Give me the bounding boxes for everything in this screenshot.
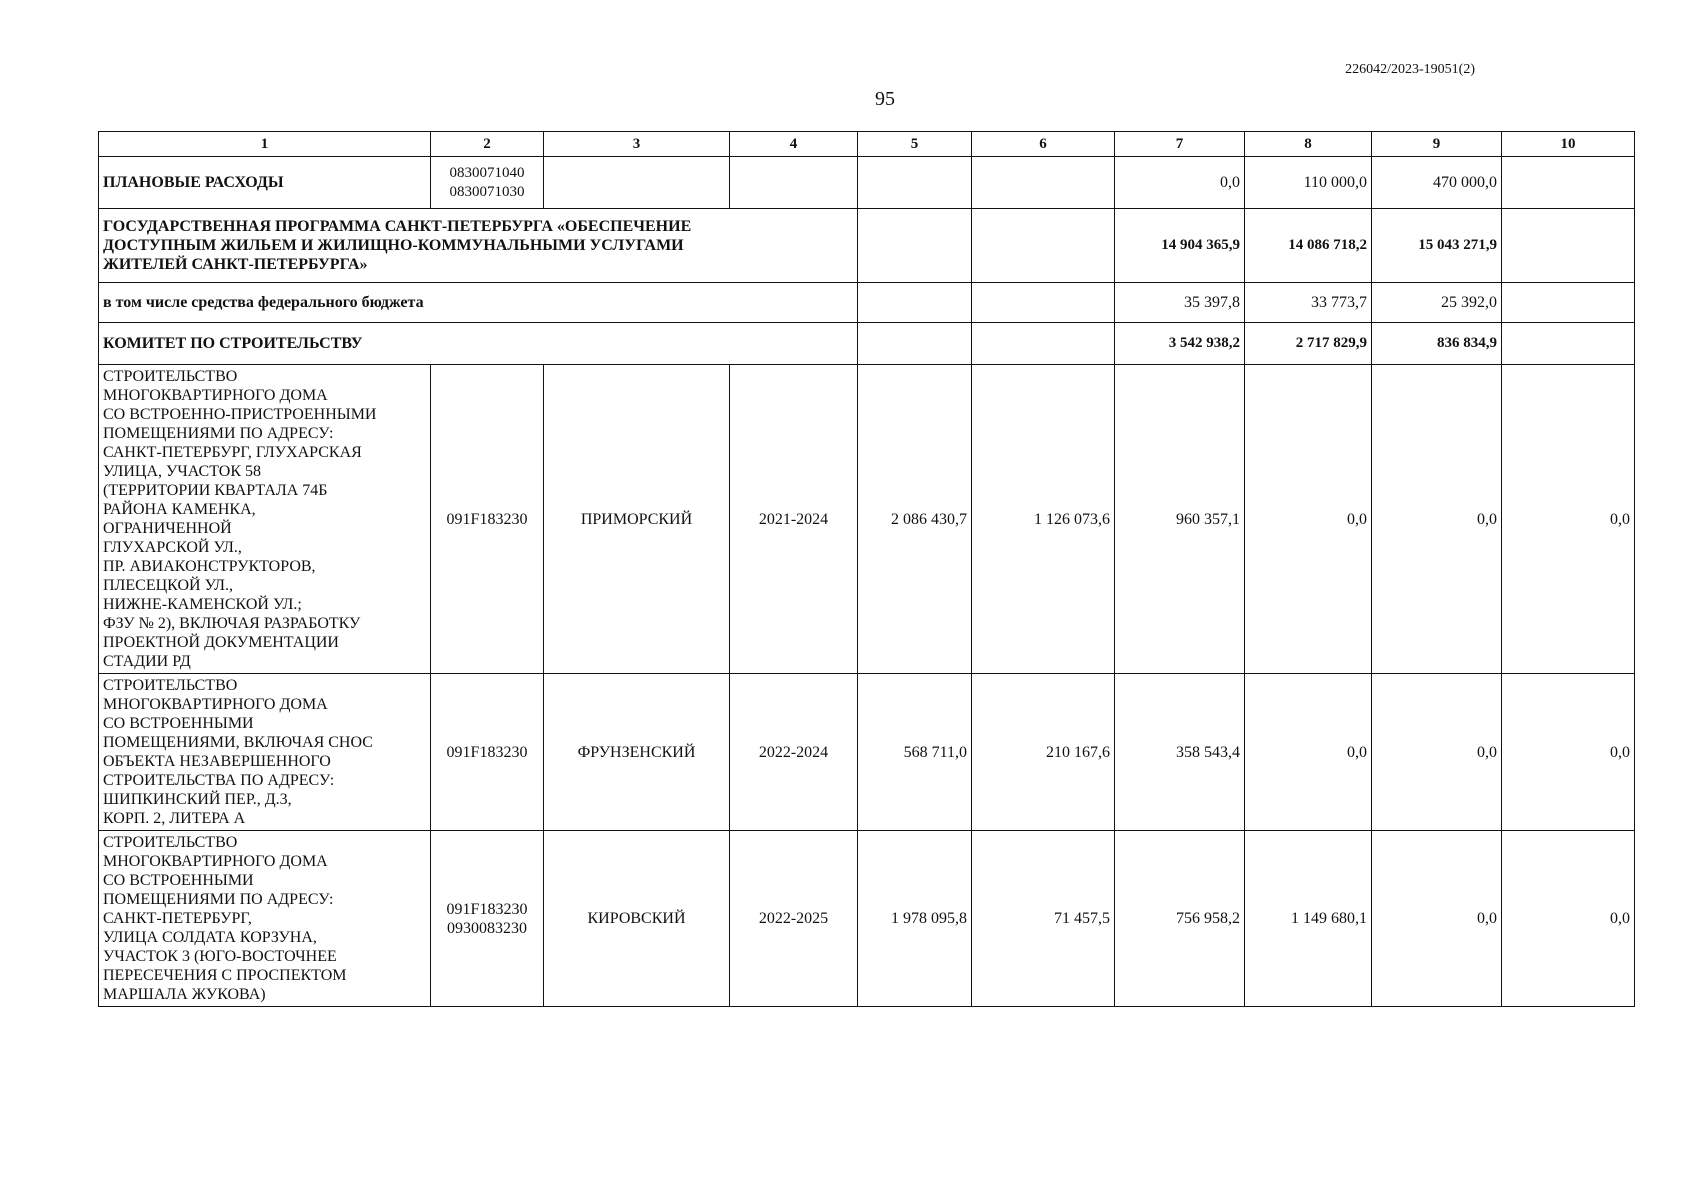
column-number: 9: [1372, 132, 1502, 157]
row-name: ПЛАНОВЫЕ РАСХОДЫ: [99, 157, 431, 209]
row-name-line: ФЗУ № 2), ВКЛЮЧАЯ РАЗРАБОТКУ: [103, 615, 361, 632]
table-row: [99, 323, 1635, 365]
column-number: 4: [730, 132, 858, 157]
row-name-line: МАРШАЛА ЖУКОВА): [103, 986, 266, 1003]
value-cell: 0,0: [1372, 674, 1502, 831]
value-cell: 14 086 718,2: [1245, 209, 1372, 283]
row-name-line: ПОМЕЩЕНИЯМИ ПО АДРЕСУ:: [103, 425, 334, 442]
value-cell: 3 542 938,2: [1115, 323, 1245, 365]
column-number: 6: [972, 132, 1115, 157]
value-cell: 836 834,9: [1372, 323, 1502, 365]
budget-code: 0830071040: [449, 164, 525, 181]
value-cell: 110 000,0: [1245, 157, 1372, 209]
budget-code: 0830071030: [449, 183, 525, 200]
district: ФРУНЗЕНСКИЙ: [544, 674, 730, 831]
document-id: 226042/2023-19051(2): [1345, 62, 1475, 77]
empty-cell: [972, 283, 1115, 323]
row-name-line: СО ВСТРОЕННО-ПРИСТРОЕННЫМИ: [103, 406, 377, 423]
table-row: [99, 674, 1635, 831]
empty-cell: [858, 283, 972, 323]
value-cell: 25 392,0: [1372, 283, 1502, 323]
value-cell: 35 397,8: [1115, 283, 1245, 323]
district: ПРИМОРСКИЙ: [544, 365, 730, 674]
empty-cell: [1502, 157, 1635, 209]
empty-cell: [730, 157, 858, 209]
budget-code-cell: [431, 831, 544, 1007]
row-name-line: МНОГОКВАРТИРНОГО ДОМА: [103, 853, 328, 870]
column-number: 3: [544, 132, 730, 157]
value-cell: 0,0: [1502, 365, 1635, 674]
value-cell: 1 126 073,6: [972, 365, 1115, 674]
row-name: КОМИТЕТ ПО СТРОИТЕЛЬСТВУ: [99, 323, 858, 365]
district: КИРОВСКИЙ: [544, 831, 730, 1007]
row-name: [99, 209, 858, 283]
value-cell: 2 086 430,7: [858, 365, 972, 674]
budget-code: 091F183230: [446, 900, 528, 918]
row-name-line: МНОГОКВАРТИРНОГО ДОМА: [103, 387, 328, 404]
row-name: в том числе средства федерального бюджета: [99, 283, 858, 323]
empty-cell: [972, 323, 1115, 365]
row-name-line: СТАДИИ РД: [103, 653, 191, 670]
value-cell: 210 167,6: [972, 674, 1115, 831]
years: 2021-2024: [730, 365, 858, 674]
row-name-line: ОГРАНИЧЕННОЙ: [103, 520, 232, 537]
row-name-line: ОБЪЕКТА НЕЗАВЕРШЕННОГО: [103, 753, 331, 770]
table-row: [99, 365, 1635, 674]
table-row: [99, 157, 1635, 209]
empty-cell: [858, 209, 972, 283]
table-row: [99, 209, 1635, 283]
row-name-line: САНКТ-ПЕТЕРБУРГ,: [103, 910, 252, 927]
row-name-line: ПОМЕЩЕНИЯМИ, ВКЛЮЧАЯ СНОС: [103, 734, 373, 751]
empty-cell: [544, 157, 730, 209]
row-name-line: МНОГОКВАРТИРНОГО ДОМА: [103, 696, 328, 713]
empty-cell: [1502, 209, 1635, 283]
value-cell: 0,0: [1372, 831, 1502, 1007]
value-cell: 0,0: [1502, 674, 1635, 831]
row-name-line: ПРОЕКТНОЙ ДОКУМЕНТАЦИИ: [103, 634, 339, 651]
value-cell: 1 978 095,8: [858, 831, 972, 1007]
empty-cell: [972, 209, 1115, 283]
row-name-line: СТРОИТЕЛЬСТВО: [103, 834, 238, 851]
value-cell: 756 958,2: [1115, 831, 1245, 1007]
empty-cell: [1502, 283, 1635, 323]
value-cell: 15 043 271,9: [1372, 209, 1502, 283]
value-cell: 0,0: [1115, 157, 1245, 209]
row-name-line: УЛИЦА СОЛДАТА КОРЗУНА,: [103, 929, 317, 946]
column-number: 2: [431, 132, 544, 157]
row-name-line: ПР. АВИАКОНСТРУКТОРОВ,: [103, 558, 316, 575]
value-cell: 0,0: [1245, 365, 1372, 674]
value-cell: 0,0: [1372, 365, 1502, 674]
table-row: [99, 831, 1635, 1007]
value-cell: 358 543,4: [1115, 674, 1245, 831]
row-name-line: (ТЕРРИТОРИИ КВАРТАЛА 74Б: [103, 482, 328, 499]
row-name-line: САНКТ-ПЕТЕРБУРГ, ГЛУХАРСКАЯ: [103, 444, 362, 461]
column-number: 1: [99, 132, 431, 157]
project-name: [99, 365, 431, 674]
row-name-line: СТРОИТЕЛЬСТВО: [103, 368, 238, 385]
value-cell: 960 357,1: [1115, 365, 1245, 674]
budget-code-cell: [431, 157, 544, 209]
project-name: [99, 674, 431, 831]
column-number: 5: [858, 132, 972, 157]
row-name-line: ГЛУХАРСКОЙ УЛ.,: [103, 539, 242, 556]
column-number: 10: [1502, 132, 1635, 157]
row-name-line: ШИПКИНСКИЙ ПЕР., Д.3,: [103, 791, 292, 808]
column-number: 8: [1245, 132, 1372, 157]
row-name-line: ГОСУДАРСТВЕННАЯ ПРОГРАММА САНКТ-ПЕТЕРБУРГА «ОБЕСПЕЧЕНИЕ: [103, 218, 692, 235]
value-cell: 71 457,5: [972, 831, 1115, 1007]
value-cell: 568 711,0: [858, 674, 972, 831]
value-cell: 0,0: [1245, 674, 1372, 831]
row-name-line: КОРП. 2, ЛИТЕРА А: [103, 810, 246, 827]
page-number: 95: [875, 88, 895, 110]
row-name-line: ДОСТУПНЫМ ЖИЛЬЕМ И ЖИЛИЩНО-КОММУНАЛЬНЫМИ УСЛУГАМИ: [103, 237, 684, 254]
empty-cell: [972, 157, 1115, 209]
years: 2022-2024: [730, 674, 858, 831]
project-name: [99, 831, 431, 1007]
row-name-line: СТРОИТЕЛЬСТВА ПО АДРЕСУ:: [103, 772, 335, 789]
budget-code: 091F183230: [431, 674, 544, 831]
table-row: [99, 283, 1635, 323]
row-name-line: ПЕРЕСЕЧЕНИЯ С ПРОСПЕКТОМ: [103, 967, 347, 984]
years: 2022-2025: [730, 831, 858, 1007]
value-cell: 2 717 829,9: [1245, 323, 1372, 365]
row-name-line: НИЖНЕ-КАМЕНСКОЙ УЛ.;: [103, 596, 302, 613]
row-name-line: УЛИЦА, УЧАСТОК 58: [103, 463, 261, 480]
row-name-line: ПОМЕЩЕНИЯМИ ПО АДРЕСУ:: [103, 891, 334, 908]
column-number-row: [99, 132, 1635, 157]
row-name-line: РАЙОНА КАМЕНКА,: [103, 501, 256, 518]
budget-table: [98, 131, 1635, 1007]
empty-cell: [1502, 323, 1635, 365]
row-name-line: СТРОИТЕЛЬСТВО: [103, 677, 238, 694]
column-number: 7: [1115, 132, 1245, 157]
value-cell: 33 773,7: [1245, 283, 1372, 323]
row-name-line: ЖИТЕЛЕЙ САНКТ-ПЕТЕРБУРГА»: [103, 256, 368, 273]
value-cell: 14 904 365,9: [1115, 209, 1245, 283]
empty-cell: [858, 323, 972, 365]
budget-code: 0930083230: [447, 919, 527, 937]
budget-code: 091F183230: [431, 365, 544, 674]
value-cell: 470 000,0: [1372, 157, 1502, 209]
value-cell: 0,0: [1502, 831, 1635, 1007]
empty-cell: [858, 157, 972, 209]
row-name-line: ПЛЕСЕЦКОЙ УЛ.,: [103, 577, 233, 594]
row-name-line: УЧАСТОК 3 (ЮГО-ВОСТОЧНЕЕ: [103, 948, 337, 965]
row-name-line: СО ВСТРОЕННЫМИ: [103, 872, 254, 889]
value-cell: 1 149 680,1: [1245, 831, 1372, 1007]
row-name-line: СО ВСТРОЕННЫМИ: [103, 715, 254, 732]
